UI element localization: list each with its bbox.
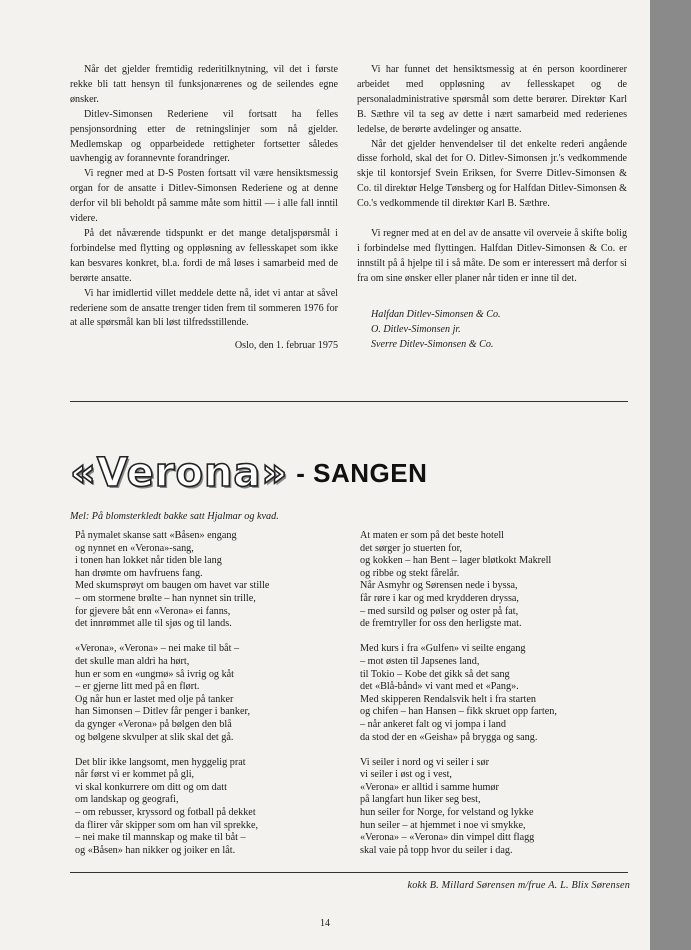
song-stanza	[75, 530, 269, 631]
verse-line: det sørger jo stuerten for,	[360, 542, 463, 554]
letter-paragraph: Vi regner med at en del av de ansatte vil overveie å skifte bolig i forbindelse med flyttingen. Halfdan Ditlev-Simonsen & Co. er innstilt på å hjelpe til i så måte. De som er interessert må derfor si fra om sine ønsker eller planer når tiden er inne til det.	[357, 228, 627, 284]
letter-column-right	[357, 63, 627, 352]
verse-line: da flirer vår skipper som om han vil sprekke,	[75, 819, 259, 831]
verse-line: og kokken – han Bent – lager bløtkokt Makrell	[360, 555, 552, 567]
letter-paragraph: Når det gjelder henvendelser til det enkelte rederi angående disse forhold, skal det for O. Ditlev-Simonsen jr.'s vedkommende skje til kontorsjef Svein Eriksen, for Sverre Ditlev-Simonsen & Co. til direktør Helge Tønsberg og for Halfdan Ditlev-Simonsen & Co.'s vedkommende til direktør Karl B. Sæthre.	[357, 138, 627, 210]
song-stanza	[360, 643, 557, 744]
letter-date: Oslo, den 1. februar 1975	[234, 340, 338, 352]
verse-line: det innrømmet alle til sjøs og til lands.	[75, 618, 232, 630]
verse-line: skal vaie på topp hvor du seiler i dag.	[360, 844, 513, 856]
verse-line: hun seiler – at hjemmet i noe vi smykke,	[360, 819, 526, 831]
signature-line: Halfdan Ditlev-Simonsen & Co.	[371, 308, 501, 320]
verse-line: – er gjerne litt med på en flørt.	[75, 681, 200, 693]
verse-line: om landskap og geografi,	[75, 794, 179, 806]
letter-column-left	[70, 63, 338, 354]
letter-paragraph: Vi regner med at D-S Posten fortsatt vil være hensiktsmessig organ for de ansatte i Ditlev-Simonsen Rederiene og at denne derfor vil bli beholdt på samme måte som hittil — i alle fall inntil videre.	[70, 168, 338, 225]
song-column-right	[360, 530, 557, 857]
song-title-fancy: «Verona»	[70, 450, 289, 496]
song-stanza	[75, 757, 269, 858]
song-credit: kokk B. Millard Sørensen m/frue A. L. Blix Sørensen	[407, 880, 630, 891]
page-number: 14	[320, 918, 330, 929]
credit-divider	[70, 872, 628, 873]
verse-line: hun er som en «ungmø» så ivrig og kåt	[75, 668, 235, 680]
verse-line: i tonen han lokket når tiden ble lang	[75, 555, 222, 567]
verse-line: «Verona» er alltid i samme humør	[360, 781, 499, 793]
melody-note: Mel: På blomsterkledt bakke satt Hjalmar og kvad.	[70, 511, 279, 522]
signature-line: Sverre Ditlev-Simonsen & Co.	[371, 338, 494, 350]
song-column-left	[75, 530, 269, 857]
letter-paragraph: Vi har imidlertid villet meddele dette nå, idet vi antar at såvel rederiene som de ansatte trenger tiden frem til sommeren 1976 for at alle spørsmål kan bli løst tilfredsstillende.	[70, 287, 338, 329]
section-divider	[70, 401, 628, 402]
verse-line: når først vi er kommet på gli,	[75, 769, 195, 781]
verse-line: – med sursild og pølser og oster på fat,	[360, 605, 519, 617]
verse-line: hun seiler for Norge, for velstand og lykke	[360, 807, 534, 819]
verse-line: – om rebusser, kryssord og fotball på dekket	[75, 807, 256, 819]
verse-line: på langfart hun liker seg best,	[360, 794, 481, 806]
song-stanza	[75, 643, 269, 744]
verse-line: Vi seiler i nord og vi seiler i sør	[360, 756, 489, 768]
verse-line: Med kurs i fra «Gulfen» vi seilte engang	[360, 643, 526, 655]
verse-line: da gynger «Verona» på bølgen den blå	[75, 718, 232, 730]
letter-paragraph: Når det gjelder fremtidig rederitilknytning, vil det i første rekke bli tatt hensyn til funksjonærenes og de seilendes egne ønsker.	[70, 64, 338, 105]
song-title	[70, 448, 427, 498]
verse-line: «Verona», «Verona» – nei make til båt –	[75, 643, 240, 655]
verse-line: for gjevere båt enn «Verona» ei fanns,	[75, 605, 231, 617]
verse-line: det «Blå-bånd» vi vant med et «Pang».	[360, 681, 519, 693]
letter-paragraph: Vi har funnet det hensiktsmessig at én person koordinerer arbeidet med oppløsning av fellesskapet og de personaladministrative spørsmål som dette berører. Direktør Karl B. Sæthre vil ta seg av dette i nært samarbeid med rederienes ledelse, de berørte avdelinger og ansatte.	[357, 64, 627, 135]
verse-line: det skulle man aldri ha hørt,	[75, 655, 190, 667]
song-title-suffix: - SANGEN	[296, 457, 428, 488]
verse-line: de fremtryller for oss den herligste mat.	[360, 618, 522, 630]
verse-line: vi skal konkurrere om ditt og om datt	[75, 781, 227, 793]
song-stanza	[360, 530, 557, 631]
verse-line: Det blir ikke langsomt, men hyggelig prat	[75, 756, 246, 768]
verse-line: vi seiler i øst og i vest,	[360, 769, 452, 781]
verse-line: og nynnet en «Verona»-sang,	[75, 542, 194, 554]
verse-line: og chifen – han Hansen – fikk skruet opp farten,	[360, 706, 557, 718]
verse-line: Når Asmyhr og Sørensen nede i byssa,	[360, 580, 518, 592]
song-stanza	[360, 757, 557, 858]
verse-line: han Simonsen – Ditlev får penger i banker,	[75, 706, 250, 718]
verse-line: – mot østen til Japsenes land,	[360, 655, 480, 667]
verse-line: «Verona» – «Verona» din vimpel ditt flagg	[360, 832, 535, 844]
verse-line: Med skumsprøyt om baugen om havet var stille	[75, 580, 270, 592]
verse-line: Og når hun er lastet med olje på tanker	[75, 693, 234, 705]
verse-line: og bølgene skvulper at slik skal det gå.	[75, 731, 234, 743]
verse-line: – om stormene brølte – han nynnet sin trille,	[75, 592, 256, 604]
letter-paragraph: Ditlev-Simonsen Rederiene vil fortsatt ha felles pensjonsordning etter de retningslinjer som nå gjelder. Medlemskap og opparbeidede rettigheter fortsetter således uavhengig av forannevnte forandringer.	[70, 108, 338, 165]
signature-line: O. Ditlev-Simonsen jr.	[371, 323, 461, 335]
verse-line: får røre i kar og med krydderen dryssa,	[360, 592, 519, 604]
verse-line: og «Båsen» han nikker og joiker en låt.	[75, 844, 236, 856]
verse-line: til Tokio – Kobe det gikk så det sang	[360, 668, 510, 680]
verse-line: og ribbe og stekt fårelår.	[360, 567, 460, 579]
verse-line: Med skipperen Rendalsvik helt i fra starten	[360, 693, 536, 705]
verse-line: At maten er som på det beste hotell	[360, 530, 504, 541]
verse-line: da stod der en «Geisha» på brygga og sang.	[360, 731, 538, 743]
verse-line: – nei make til mannskap og make til båt –	[75, 832, 246, 844]
verse-line: han drømte om havfruens fang.	[75, 567, 203, 579]
letter-paragraph: På det nåværende tidspunkt er det mange detaljspørsmål i forbindelse med flytting og oppløsning av fellesskapet som ikke kan besvares konkret, bl.a. fordi de må løses i samarbeid med de berørte ansatte.	[70, 227, 338, 284]
verse-line: På nymalet skanse satt «Båsen» engang	[75, 530, 237, 541]
verse-line: – når ankeret falt og vi jompa i land	[360, 718, 506, 730]
